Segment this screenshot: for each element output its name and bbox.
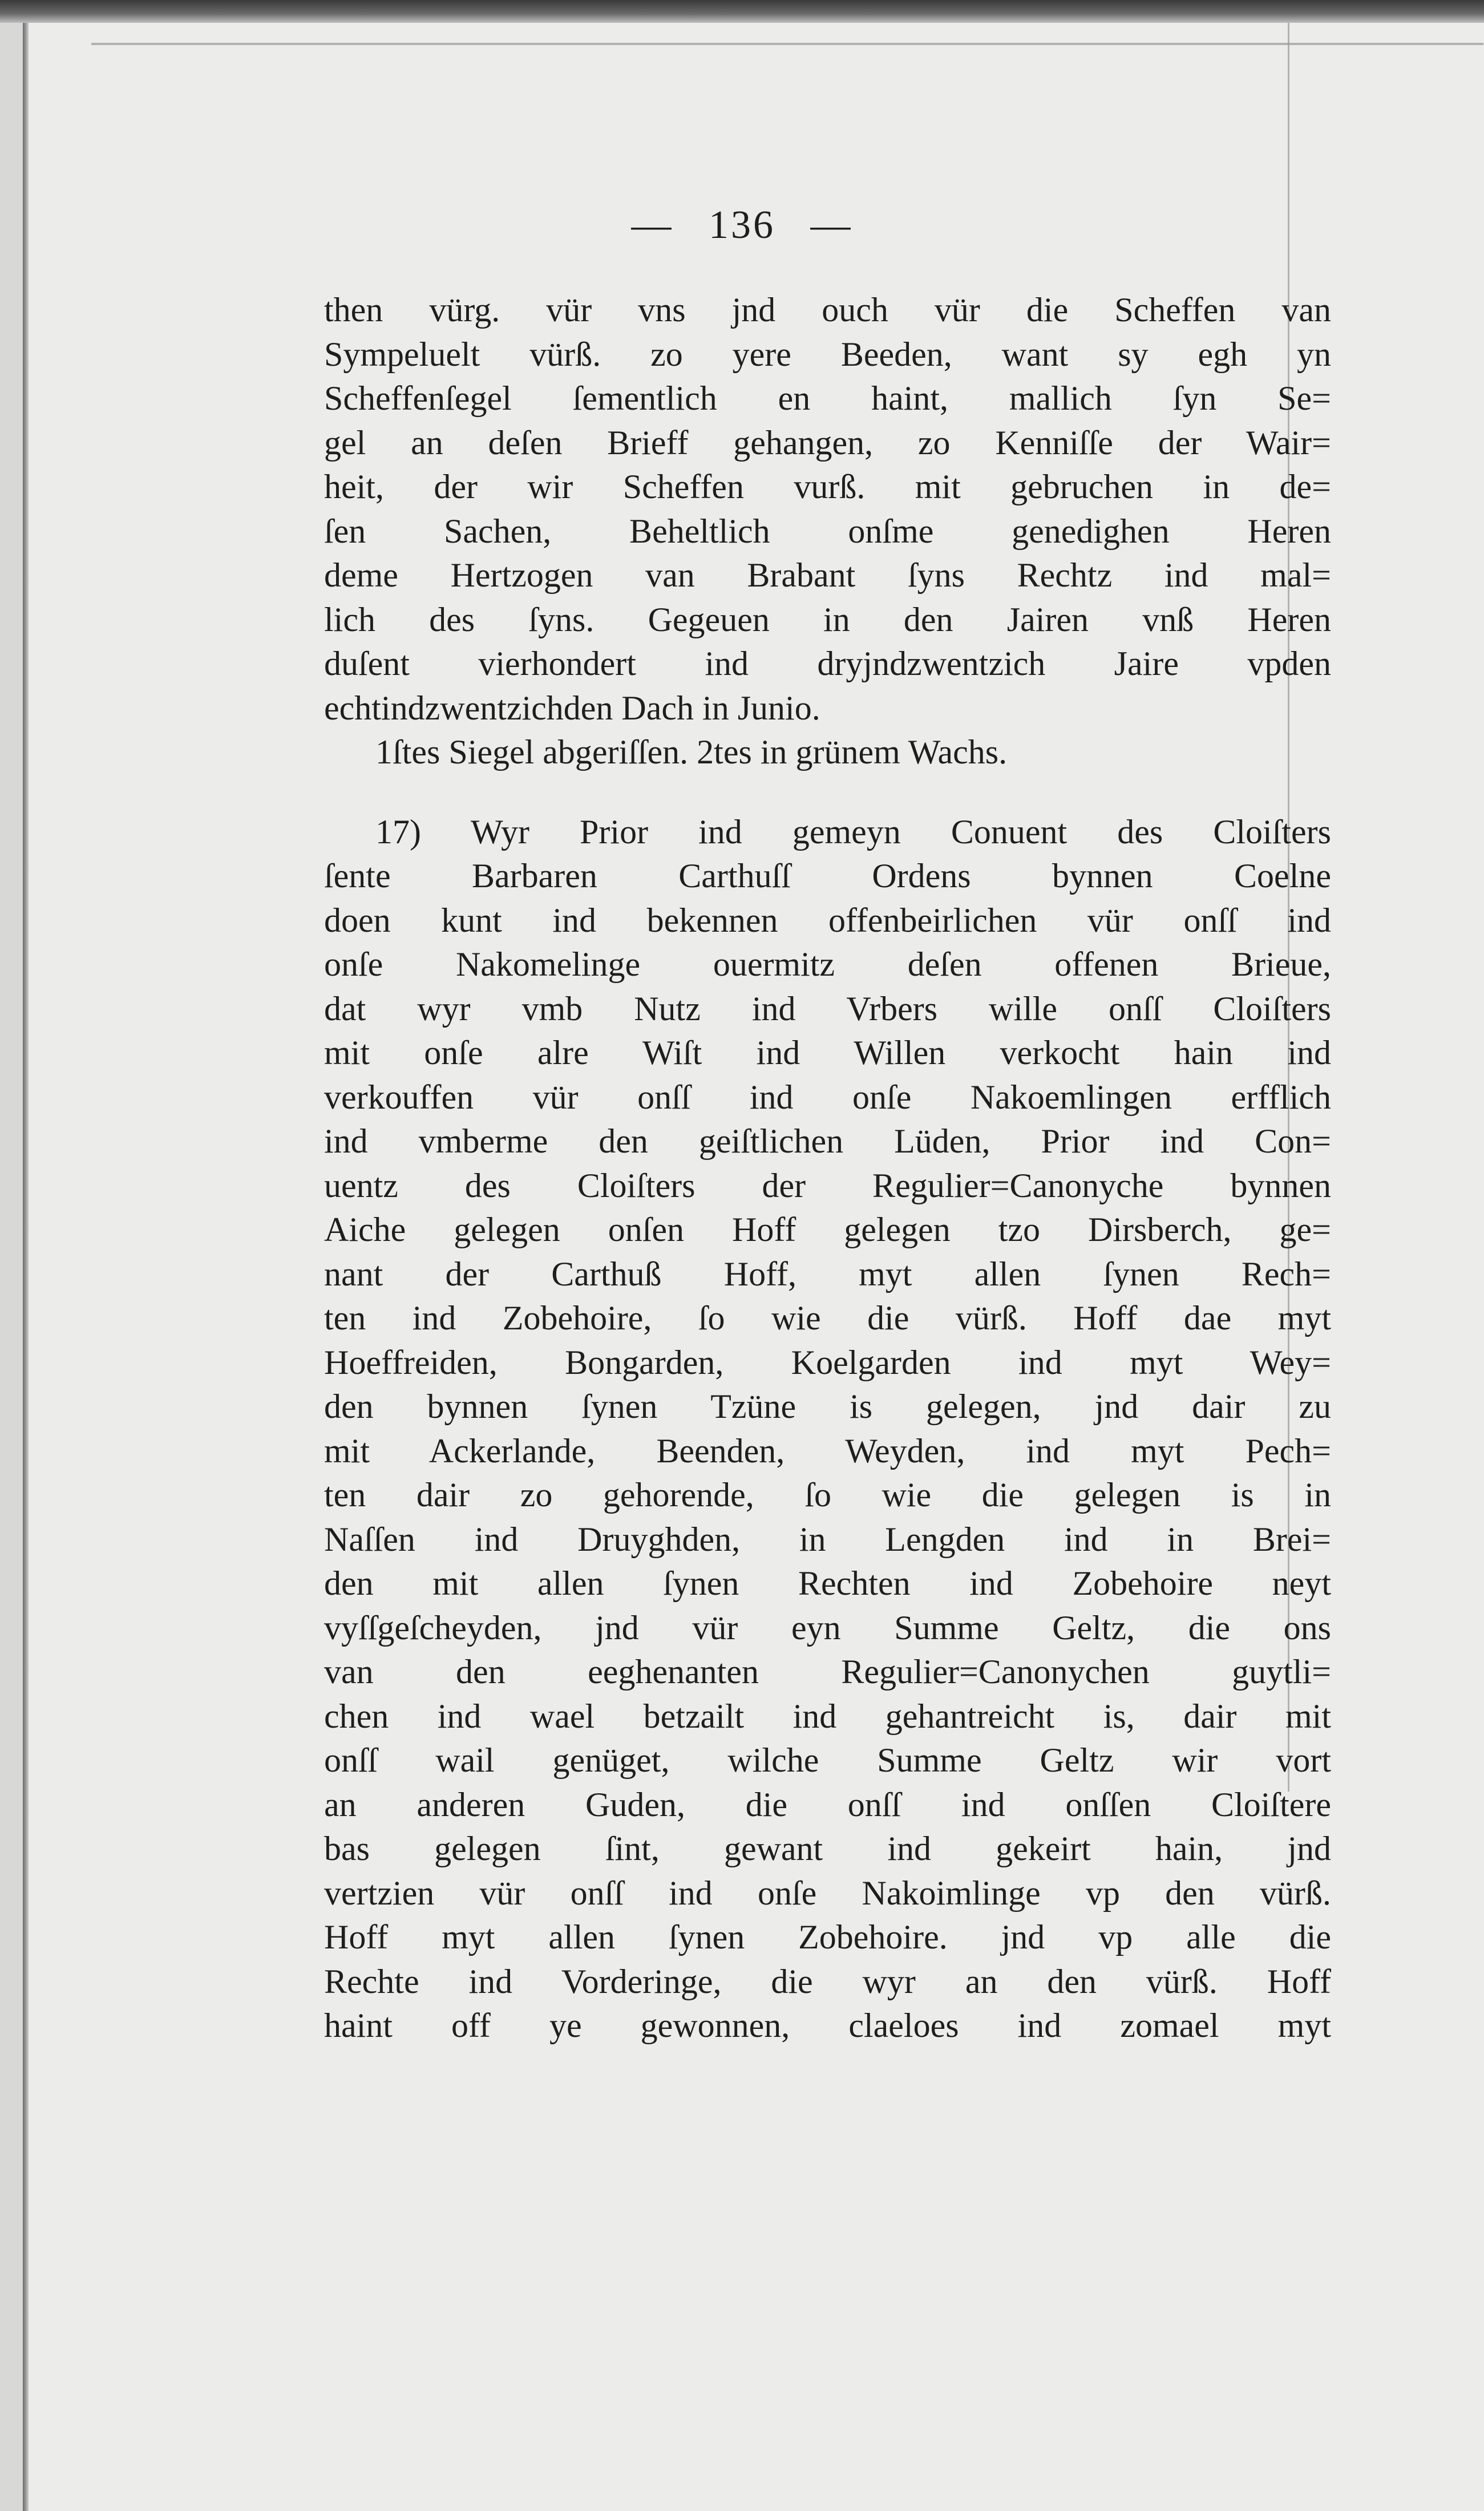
text-line: Hoff myt allen ſynen Zobehoire. jnd vp alle die — [324, 1918, 1331, 1956]
text-line: bas gelegen ſint, gewant ind gekeirt hain, jnd — [324, 1830, 1331, 1867]
text-line: mit Ackerlande, Beenden, Weyden, ind myt Pech= — [324, 1432, 1331, 1470]
text-line: mit onſe alre Wiſt ind Willen verkocht hain ind — [324, 1034, 1331, 1071]
text-line: verkouffen vür onſſ ind onſe Nakoemlingen erfflich — [324, 1078, 1331, 1116]
text-line: uentz des Cloiſters der Regulier=Canonyche bynnen — [324, 1166, 1331, 1204]
text-line: 17) Wyr Prior ind gemeyn Conuent des Cloiſters — [375, 812, 1331, 851]
text-line: Sympeluelt vürß. zo yere Beeden, want sy egh yn — [324, 335, 1331, 373]
text-line: deme Hertzogen van Brabant ſyns Rechtz ind mal= — [324, 556, 1331, 594]
text-line: haint off ye gewonnen, claeloes ind zomael myt — [324, 2007, 1331, 2044]
dash-right: — — [810, 203, 853, 247]
text-line: 1ſtes Siegel abgeriſſen. 2tes in grünem Wachs. — [375, 733, 1008, 771]
text-line: onſe Nakomelinge ouermitz deſen offenen Brieue, — [324, 945, 1331, 983]
page-number-header — [0, 203, 1484, 248]
text-line: chen ind wael betzailt ind gehantreicht is, dair mit — [324, 1697, 1331, 1735]
text-line: gel an deſen Brieff gehangen, zo Kenniſſe der Wair= — [324, 423, 1331, 462]
text-line: Hoeffreiden, Bongarden, Koelgarden ind myt Wey= — [324, 1343, 1331, 1381]
text-line: den mit allen ſynen Rechten ind Zobehoire neyt — [324, 1564, 1331, 1602]
text-line: echtindzwentzichden Dach in Junio. — [324, 689, 820, 727]
text-line: Rechte ind Vorderinge, die wyr an den vürß. Hoff — [324, 1962, 1331, 2000]
paragraph — [324, 810, 1331, 2048]
page-number: 136 — [709, 203, 775, 247]
page-gutter-shadow — [0, 23, 23, 2511]
text-line: ind vmberme den geiſtlichen Lüden, Prior ind Con= — [324, 1122, 1331, 1160]
text-line: ſen Sachen, Beheltlich onſme genedighen Heren — [324, 512, 1331, 550]
text-line: vyſſgeſcheyden, jnd vür eyn Summe Geltz, die ons — [324, 1608, 1331, 1647]
text-line: an anderen Guden, die onſſ ind onſſen Cloiſtere — [324, 1785, 1331, 1823]
text-line: Scheffenſegel ſementlich en haint, mallich ſyn Se= — [324, 379, 1331, 417]
text-line: lich des ſyns. Gegeuen in den Jairen vnß Heren — [324, 600, 1331, 638]
page-left-edge — [23, 23, 29, 2511]
scan-top-rule — [91, 43, 1483, 45]
body-text — [324, 288, 1331, 2048]
text-line: dat wyr vmb Nutz ind Vrbers wille onſſ Cloiſters — [324, 989, 1331, 1028]
text-line: then vürg. vür vns jnd ouch vür die Scheffen van — [324, 291, 1331, 329]
dash-left: — — [631, 203, 674, 247]
text-line: duſent vierhondert ind dryjndzwentzich Jaire vpden — [324, 645, 1331, 682]
text-line: Aiche gelegen onſen Hoff gelegen tzo Dirsberch, ge= — [324, 1211, 1331, 1248]
text-line: onſſ wail genüget, wilche Summe Geltz wir vort — [324, 1741, 1331, 1779]
paragraph — [324, 730, 1331, 775]
text-line: heit, der wir Scheffen vurß. mit gebruchen in de= — [324, 468, 1331, 506]
text-line: ten dair zo gehorende, ſo wie die gelegen is in — [324, 1476, 1331, 1514]
text-line: ſente Barbaren Carthuſſ Ordens bynnen Coelne — [324, 857, 1331, 895]
scan-top-border — [0, 0, 1484, 23]
paragraph — [324, 288, 1331, 730]
text-line: Naſſen ind Druyghden, in Lengden ind in Brei= — [324, 1520, 1331, 1558]
text-line: nant der Carthuß Hoff, myt allen ſynen Rech= — [324, 1255, 1331, 1293]
paragraph-gap — [324, 775, 1331, 810]
text-line: doen kunt ind bekennen offenbeirlichen vür onſſ ind — [324, 901, 1331, 939]
text-line: ten ind Zobehoire, ſo wie die vürß. Hoff dae myt — [324, 1299, 1331, 1337]
text-line: vertzien vür onſſ ind onſe Nakoimlinge vp den vürß. — [324, 1874, 1331, 1912]
text-line: van den eeghenanten Regulier=Canonychen guytli= — [324, 1653, 1331, 1691]
text-line: den bynnen ſynen Tzüne is gelegen, jnd dair zu — [324, 1388, 1331, 1425]
